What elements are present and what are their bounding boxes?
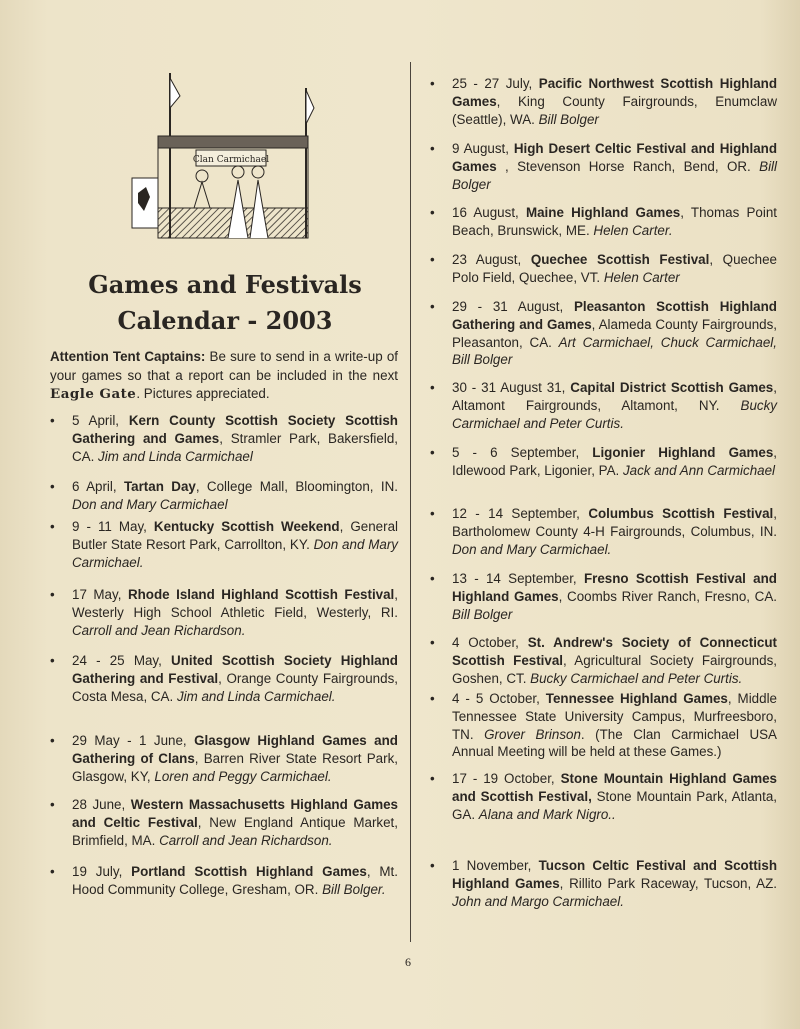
bullet-icon: •: [430, 571, 435, 586]
event-name: Quechee Scottish Festival: [530, 252, 710, 267]
calendar-entry: [50, 796, 399, 849]
calendar-entry: [430, 770, 777, 823]
event-name: Maine Highland Games: [525, 205, 681, 220]
calendar-entry: [430, 140, 777, 193]
event-contacts: Carroll and Jean Richardson.: [72, 622, 246, 638]
event-contacts: Don and Mary Carmichael: [72, 496, 228, 512]
bullet-icon: •: [50, 653, 55, 668]
calendar-entry: [50, 732, 398, 785]
event-contacts: John and Margo Carmichael.: [452, 893, 624, 909]
event-contacts: Bucky Carmichael and Peter Curtis.: [530, 670, 743, 686]
magazine-name: Eagle Gate: [50, 386, 137, 402]
event-date: 4 October,: [452, 635, 528, 650]
event-contacts: Jack and Ann Carmichael: [622, 462, 776, 478]
event-location: , Westerly High School Athletic Field, Westerly, RI.: [72, 587, 399, 620]
event-location: , Barren River State Resort Park, Glasgow, KY,: [72, 750, 398, 784]
intro-paragraph: [50, 348, 398, 404]
calendar-entry: [430, 634, 777, 687]
calendar-entry: [430, 505, 777, 558]
calendar-entry: [50, 652, 398, 705]
event-contacts: Don and Mary Carmichael.: [452, 541, 612, 557]
bullet-icon: •: [50, 797, 55, 812]
event-contacts: Loren and Peggy Carmichael.: [154, 768, 332, 784]
bullet-icon: •: [430, 141, 435, 156]
intro-text: Be sure to send in a write-up of your games so that a report can be included in the next: [50, 349, 398, 383]
event-date: 12 - 14 September,: [452, 506, 589, 521]
calendar-entry: [430, 75, 778, 128]
bullet-icon: •: [430, 380, 435, 395]
event-name: Kentucky Scottish Weekend: [153, 519, 340, 534]
event-date: 5 April,: [72, 413, 129, 428]
event-location: , Thomas Point Beach, Brunswick, ME.: [452, 205, 777, 238]
event-name: St. Andrew's Society of Connecticut Scottish Festival: [452, 635, 777, 668]
calendar-entry: [430, 204, 777, 240]
calendar-entry: [50, 412, 398, 465]
event-location: , Alameda County Fairgrounds, Pleasanton, CA.: [452, 316, 777, 350]
bullet-icon: •: [430, 506, 435, 521]
bullet-icon: •: [50, 413, 55, 428]
event-name: United Scottish Society Highland Gathering and Festival: [72, 653, 398, 686]
event-contacts: Bill Bolger: [452, 158, 777, 192]
event-date: 23 August,: [452, 252, 531, 267]
sign-text: Clan Carmichael: [192, 155, 270, 165]
calendar-entry: [430, 857, 777, 910]
event-contacts: Don and Mary Carmichael.: [72, 536, 398, 570]
event-location: , Rillito Park Raceway, Tucson, AZ.: [559, 875, 777, 891]
calendar-entry: [430, 690, 777, 761]
calendar-entry: [430, 251, 777, 287]
event-name: Pleasanton Scottish Highland Gathering and Games: [452, 299, 777, 332]
event-location: , Bartholomew County 4-H Fairgrounds, Columbus, IN.: [452, 506, 777, 539]
event-date: 4 - 5 October,: [452, 691, 546, 706]
event-location: , King County Fairgrounds, Enumclaw (Seattle), WA.: [452, 93, 777, 127]
calendar-entry: [50, 478, 398, 514]
event-location: , Middle Tennessee State University Campus, Murfreesboro, TN.: [452, 691, 777, 742]
bullet-icon: •: [50, 864, 55, 879]
event-location: , Stevenson Horse Ranch, Bend, OR.: [496, 158, 760, 174]
event-name: Rhode Island Highland Scottish Festival: [127, 587, 395, 602]
calendar-entry: [430, 379, 777, 432]
event-contacts: Helen Carter.: [593, 222, 673, 238]
bullet-icon: •: [430, 205, 435, 220]
event-contacts: Jim and Linda Carmichael: [98, 448, 253, 464]
event-date: 9 - 11 May,: [72, 519, 154, 534]
event-name: Tennessee Highland Games: [545, 691, 728, 706]
event-location: , Stramler Park, Bakersfield, CA.: [72, 430, 398, 464]
event-location: , Mt. Hood Community College, Gresham, OR.: [72, 864, 398, 897]
event-contacts: Helen Carter: [603, 269, 680, 285]
event-date: 24 - 25 May,: [72, 653, 172, 668]
event-name: Stone Mountain Highland Games and Scottish Festival,: [452, 771, 777, 804]
event-date: 17 - 19 October,: [452, 771, 561, 786]
event-date: 25 - 27 July,: [452, 76, 539, 91]
event-name: Ligonier Highland Games: [592, 445, 774, 460]
event-location: Stone Mountain Park, Atlanta, GA.: [452, 788, 777, 822]
event-name: Western Massachusetts Highland Games and Celtic Festival: [72, 797, 399, 830]
event-contacts: Bill Bolger.: [322, 881, 386, 897]
bullet-icon: •: [50, 519, 55, 534]
event-name: Glasgow Highland Games and Gathering of Clans: [72, 733, 398, 766]
event-name: High Desert Celtic Festival and Highland Games: [452, 141, 777, 174]
event-name: Capital District Scottish Games: [570, 380, 774, 395]
event-date: 6 April,: [72, 479, 124, 494]
event-location: , Orange County Fairgrounds, Costa Mesa, CA.: [72, 670, 398, 704]
page-number: 6: [405, 955, 411, 969]
event-name: Columbus Scottish Festival: [588, 506, 774, 521]
event-date: 1 November,: [452, 858, 539, 873]
event-contacts: Bill Bolger: [452, 606, 513, 622]
event-date: 19 July,: [72, 864, 132, 879]
event-contacts: Art Carmichael, Chuck Carmichael, Bill Bolger: [452, 334, 777, 368]
event-location: , General Butler State Resort Park, Carrollton, KY.: [72, 519, 398, 552]
bullet-icon: •: [430, 771, 435, 786]
event-name: Tucson Celtic Festival and Scottish Highland Games: [452, 858, 777, 891]
event-location: , College Mall, Bloomington, IN.: [195, 479, 398, 494]
event-date: 16 August,: [452, 205, 526, 220]
event-name: Pacific Northwest Scottish Highland Games: [452, 76, 778, 109]
calendar-entry: [50, 586, 399, 639]
bullet-icon: •: [430, 252, 435, 267]
event-name: Fresno Scottish Festival and Highland Games: [452, 571, 777, 604]
event-location: , Quechee Polo Field, Quechee, VT.: [452, 252, 777, 285]
event-date: 30 - 31 August 31,: [452, 380, 571, 395]
clan-tent-illustration: [118, 68, 323, 243]
page-title-line2: Calendar - 2003: [117, 306, 333, 335]
calendar-entry: [430, 298, 777, 369]
calendar-entry: [50, 518, 398, 571]
event-contacts: Jim and Linda Carmichael.: [176, 688, 336, 704]
event-contacts: Carroll and Jean Richardson.: [159, 832, 333, 848]
event-location: , New England Antique Market, Brimfield, MA.: [72, 814, 398, 848]
event-location: , Coombs River Ranch, Fresno, CA.: [558, 588, 777, 604]
intro-lead: Attention Tent Captains:: [50, 349, 206, 364]
bullet-icon: •: [430, 76, 435, 91]
bullet-icon: •: [50, 733, 55, 748]
event-location: , Altamont Fairgrounds, Altamont, NY.: [452, 380, 777, 413]
event-contacts: Alana and Mark Nigro..: [478, 806, 616, 822]
event-note: . (The Clan Carmichael USA Annual Meeting will be held at these Games.): [452, 726, 777, 760]
event-contacts: Bucky Carmichael and Peter Curtis.: [452, 397, 777, 431]
event-date: 28 June,: [72, 797, 131, 812]
calendar-entry: [430, 570, 777, 623]
bullet-icon: •: [430, 299, 435, 314]
calendar-entry: [50, 863, 398, 899]
intro-text-end: . Pictures appreciated.: [136, 386, 270, 401]
event-name: Kern County Scottish Society Scottish Gathering and Games: [72, 413, 398, 446]
event-date: 9 August,: [452, 141, 514, 156]
bullet-icon: •: [50, 479, 55, 494]
calendar-entry: [430, 444, 777, 480]
event-contacts: Bill Bolger: [538, 111, 599, 127]
event-date: 29 - 31 August,: [452, 299, 574, 314]
bullet-icon: •: [430, 445, 435, 460]
event-name: Portland Scottish Highland Games: [131, 864, 367, 879]
bullet-icon: •: [430, 858, 435, 873]
column-divider: [410, 62, 411, 942]
bullet-icon: •: [430, 635, 435, 650]
bullet-icon: •: [50, 587, 55, 602]
event-date: 13 - 14 September,: [452, 571, 584, 586]
event-location: , Agricultural Society Fairgrounds, Goshen, CT.: [452, 652, 777, 686]
event-location: , Idlewood Park, Ligonier, PA.: [452, 445, 777, 478]
event-date: 5 - 6 September,: [452, 445, 593, 460]
event-contacts: Grover Brinson: [484, 726, 581, 742]
bullet-icon: •: [430, 691, 435, 706]
page-title-line1: Games and Festivals: [88, 270, 362, 299]
event-date: 17 May,: [72, 587, 128, 602]
event-name: Tartan Day: [123, 479, 196, 494]
event-date: 29 May - 1 June,: [72, 733, 195, 748]
